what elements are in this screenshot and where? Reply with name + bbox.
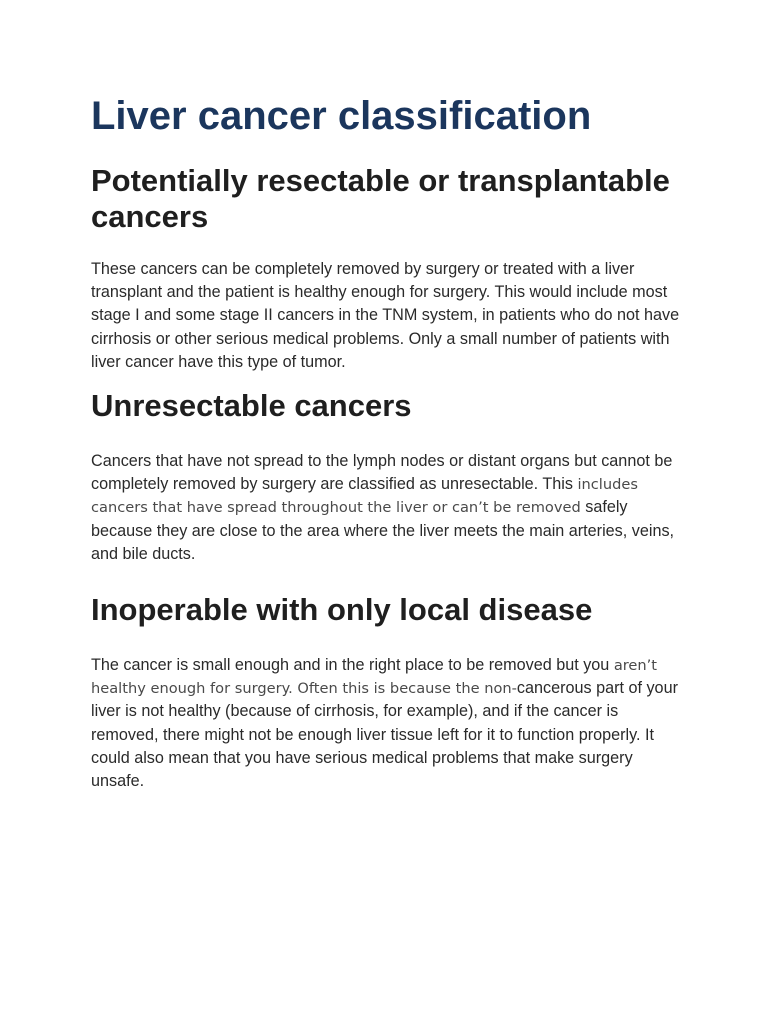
section-heading-inoperable: Inoperable with only local disease <box>91 592 593 627</box>
section-heading-unresectable: Unresectable cancers <box>91 388 412 423</box>
section-heading-resectable: Potentially resectable or transplantable cancers <box>91 163 670 234</box>
body-text-segment: cancerous <box>516 679 592 698</box>
body-text-segment: part of your liver is not healthy (because of cirrhosis, for example), and if the cancer is removed, there might not be enough liver tissue left for it to function properly. It could also mean that you have serious medical problems that make surgery unsafe. <box>91 679 678 791</box>
body-text-segment-light: includes cancers that have spread throughout the liver or can’t be removed <box>91 476 638 517</box>
section-body-inoperable <box>91 654 687 793</box>
body-text-segment: safely because they are close to the area where the liver meets the main arteries, veins, and bile ducts. <box>91 498 675 563</box>
body-text-segment-light: aren’t healthy enough for surgery. Often this is because the non- <box>91 657 658 698</box>
body-text-segment: Cancers that have not spread to the lymph nodes or distant organs but cannot be completely removed by surgery are classified as unresectable. This <box>91 452 673 494</box>
body-text-segment: The cancer is small enough and in the right place to be removed but you <box>91 656 610 674</box>
section-body-resectable: These cancers can be completely removed by surgery or treated with a liver transplant and the patient is healthy enough for surgery. This would include most stage I and some stage II cancers in the TNM system, in patients who do not have cirrhosis or other serious medical problems. Only a small number of patients with liver cancer have this type of tumor. <box>91 260 680 371</box>
section-body-unresectable <box>91 450 687 566</box>
page-title: Liver cancer classification <box>91 94 592 138</box>
